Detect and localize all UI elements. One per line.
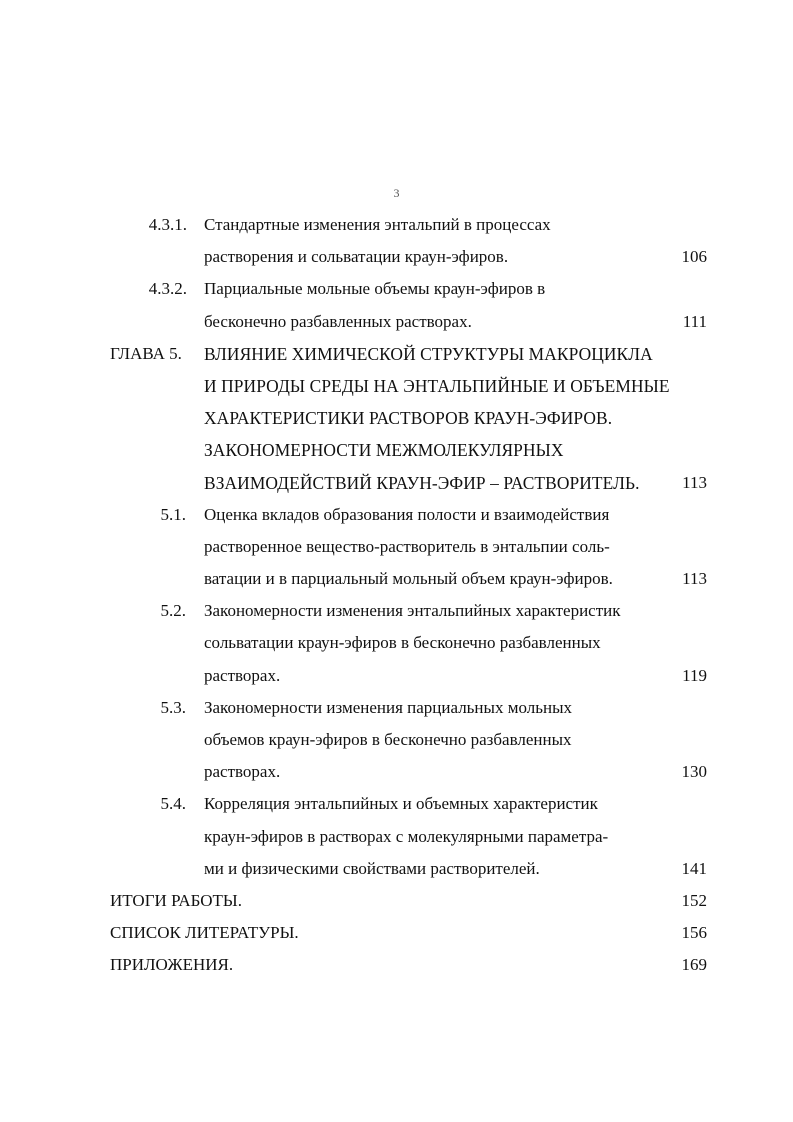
toc-entry-page: 111 [682,311,707,331]
toc-entry-title-line: растворах. [204,762,281,782]
toc-entry-title-line: Стандартные изменения энтальпий в процессах [204,215,551,234]
toc-entry-literature [0,917,793,949]
toc-entry-4-3-2 [0,273,793,337]
toc-entry-4-3-1 [0,209,793,273]
toc-chapter-title-line: ВЛИЯНИЕ ХИМИЧЕСКОЙ СТРУКТУРЫ МАКРОЦИКЛА [204,343,653,364]
toc-entry-5-3 [0,692,793,789]
toc-entry-title-line: Корреляция энтальпийных и объемных характеристик [204,794,598,814]
toc-entry-title-line: растворенное вещество-растворитель в энтальпии соль- [204,536,610,556]
toc-entry-5-4 [0,788,793,885]
toc-entry-title-line: краун-эфиров в растворах с молекулярными параметра- [204,826,609,846]
toc-entry-title-line: объемов краун-эфиров в бесконечно разбавленных [204,730,572,749]
toc-entry-page: 130 [681,762,707,782]
toc-entry-title-line: Оценка вкладов образования полости и взаимодействия [204,504,610,524]
toc-entry-number: 4.3.1. [148,215,187,234]
toc-entry-number: 4.3.2. [148,279,187,299]
toc-entry-number: 5.2. [160,601,186,621]
table-of-contents [0,209,793,982]
toc-entry-chapter-5 [0,338,793,499]
toc-entry-5-1 [0,499,793,596]
toc-entry-title: ПРИЛОЖЕНИЯ. [110,955,234,975]
toc-entry-results [0,885,793,917]
toc-entry-page: 113 [682,569,707,589]
toc-entry-page: 106 [681,247,707,267]
toc-chapter-title-line: ХАРАКТЕРИСТИКИ РАСТВОРОВ КРАУН-ЭФИРОВ. [204,408,613,429]
toc-chapter-number: ГЛАВА 5. [110,343,182,363]
toc-entry-page: 119 [682,665,707,685]
toc-chapter-title-line: И ПРИРОДЫ СРЕДЫ НА ЭНТАЛЬПИЙНЫЕ И ОБЪЕМНЫЕ [204,375,670,396]
toc-entry-title-line: Парциальные мольные объемы краун-эфиров в [204,279,546,299]
toc-entry-title-line: ми и физическими свойствами растворителей. [204,858,540,878]
toc-chapter-title-line: ВЗАИМОДЕЙСТВИЙ КРАУН-ЭФИР – РАСТВОРИТЕЛЬ. [204,472,640,493]
page-number: 3 [393,186,400,200]
toc-entry-page: 169 [681,955,707,975]
toc-entry-page: 156 [681,923,707,943]
toc-entry-title-line: Закономерности изменения энтальпийных характеристик [204,601,621,621]
toc-entry-page: 141 [681,858,707,878]
toc-entry-title-line: Закономерности изменения парциальных мольных [204,697,572,717]
toc-entry-5-2 [0,595,793,692]
toc-entry-title-line: ватации и в парциальный мольный объем краун-эфиров. [204,569,613,589]
toc-entry-title: СПИСОК ЛИТЕРАТУРЫ. [110,923,299,943]
toc-chapter-title-line: ЗАКОНОМЕРНОСТИ МЕЖМОЛЕКУЛЯРНЫХ [204,440,564,461]
toc-entry-title-line: бесконечно разбавленных растворах. [204,311,472,331]
toc-entry-number: 5.1. [160,504,186,524]
toc-entry-title: ИТОГИ РАБОТЫ. [110,890,243,910]
toc-entry-title-line: растворения и сольватации краун-эфиров. [204,247,509,267]
toc-entry-number: 5.4. [160,794,186,814]
toc-entry-page: 152 [681,890,707,910]
toc-entry-title-line: сольватации краун-эфиров в бесконечно разбавленных [204,633,601,653]
toc-entry-number: 5.3. [160,697,186,717]
toc-entry-title-line: растворах. [204,665,281,685]
toc-entry-appendix [0,949,793,981]
toc-entry-page: 113 [682,472,707,492]
